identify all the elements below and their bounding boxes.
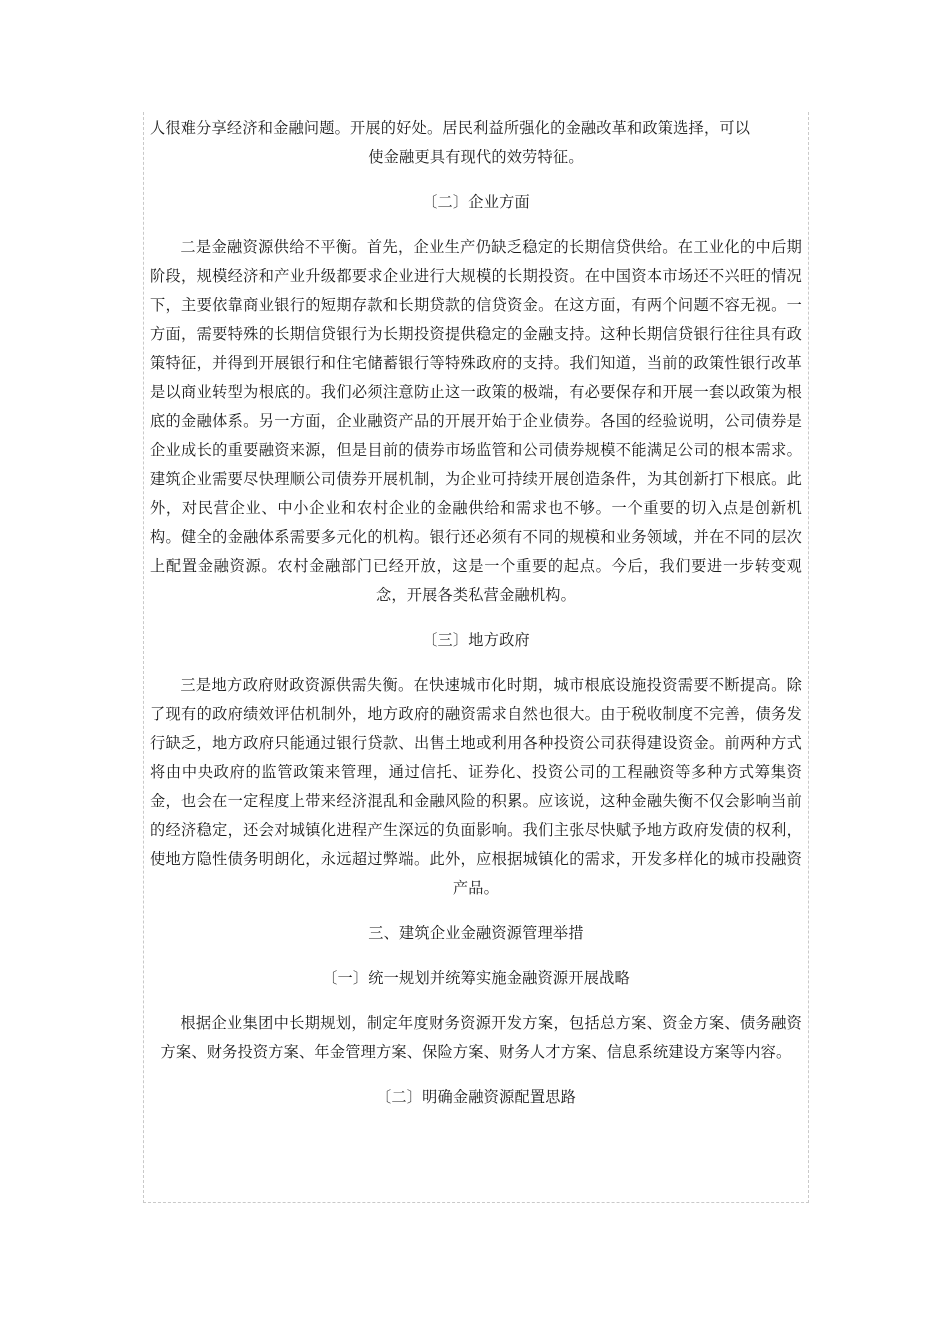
heading-unified-planning: 〔一〕统一规划并统筹实施金融资源开展战略 (322, 969, 630, 987)
heading-local-government: 〔三〕地方政府 (422, 631, 530, 649)
document-body (150, 114, 802, 1112)
heading-section-3: 三、建筑企业金融资源管理举措 (368, 924, 584, 942)
paragraph-intro-line1: 人很难分享经济和金融问题。开展的好处。居民利益所强化的金融改革和政策选择，可以 (150, 119, 751, 137)
paragraph-local-government: 三是地方政府财政资源供需失衡。在快速城市化时期，城市根底设施投资需要不断提高。除了现有的政府绩效评估机制外，地方政府的融资需求自然也很大。由于税收制度不完善，债务发行缺乏，地方政府只能通过银行贷款、出售土地或利用各种投资公司获得建设资金。前两种方式将由中央政府的监管政策来管理，通过信托、证券化、投资公司的工程融资等多种方式筹集资金，也会在一定程度上带来经济混乱和金融风险的积累。应该说，这种金融失衡不仅会影响当前的经济稳定，还会对城镇化进程产生深远的负面影响。我们主张尽快赋予地方政府发债的权利，使地方隐性债务明朗化，永远超过弊端。此外，应根据城镇化的需求，开发多样化的城市投融资产品。 (150, 676, 802, 897)
heading-resource-allocation: 〔二〕明确金融资源配置思路 (375, 1088, 577, 1106)
paragraph-intro-line2: 使金融更具有现代的效劳特征。 (368, 148, 584, 166)
heading-enterprise: 〔二〕企业方面 (422, 193, 530, 211)
paragraph-enterprise: 二是金融资源供给不平衡。首先，企业生产仍缺乏稳定的长期信贷供给。在工业化的中后期阶段，规模经济和产业升级都要求企业进行大规模的长期投资。在中国资本市场还不兴旺的情况下，主要依靠商业银行的短期存款和长期贷款的信贷资金。在这方面，有两个问题不容无视。一方面，需要特殊的长期信贷银行为长期投资提供稳定的金融支持。这种长期信贷银行往往具有政策特征，并得到开展银行和住宅储蓄银行等特殊政府的支持。我们知道，当前的政策性银行改革是以商业转型为根底的。我们必须注意防止这一政策的极端，有必要保存和开展一套以政策为根底的金融体系。另一方面，企业融资产品的开展开始于企业债券。各国的经验说明，公司债券是企业成长的重要融资来源，但是目前的债券市场监管和公司债券规模不能满足公司的根本需求。建筑企业需要尽快理顺公司债券开展机制，为企业可持续开展创造条件，为其创新打下根底。此外，对民营企业、中小企业和农村企业的金融供给和需求也不够。一个重要的切入点是创新机构。健全的金融体系需要多元化的机构。银行还必须有不同的规模和业务领域，并在不同的层次上配置金融资源。农村金融部门已经开放，这是一个重要的起点。今后，我们要进一步转变观念，开展各类私营金融机构。 (150, 238, 802, 604)
paragraph-unified-planning: 根据企业集团中长期规划，制定年度财务资源开发方案，包括总方案、资金方案、债务融资方案、财务投资方案、年金管理方案、保险方案、财务人才方案、信息系统建设方案等内容。 (160, 1014, 802, 1061)
